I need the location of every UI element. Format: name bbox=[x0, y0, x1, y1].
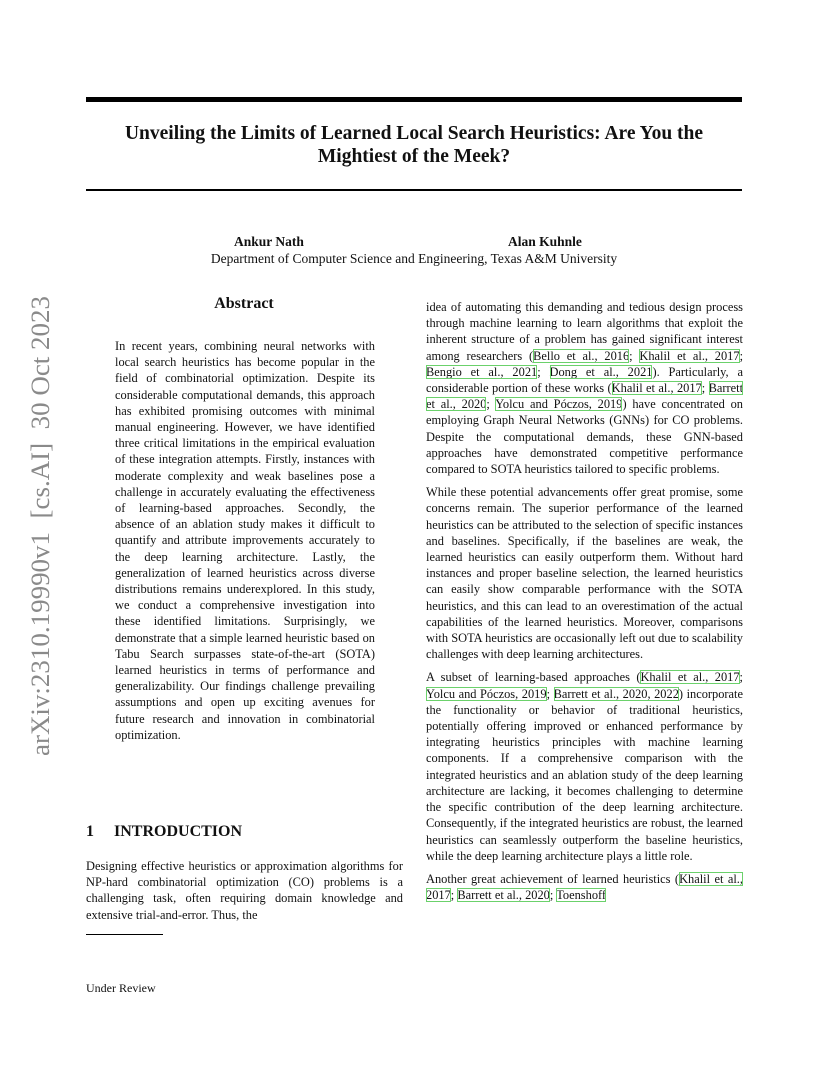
citation-link[interactable]: Barrett et al., 2020 bbox=[457, 888, 550, 903]
section-title: INTRODUCTION bbox=[114, 823, 243, 840]
title-top-rule bbox=[86, 97, 742, 102]
text: ; bbox=[701, 381, 709, 396]
text: ). Particularly, a considerable portion of these works ( bbox=[426, 364, 743, 396]
author-name: Ankur Nath bbox=[234, 234, 304, 249]
paragraph: While these potential advancements offer great promise, some concerns remain. The superior performance of the learned heuristics can be attributed to the selection of specific instances and baselines. Specifically, if the baselines are weak, the learned heuristics can easily outperform them. Without hard instances and proper baseline selection, the learned heuristics can easily show comparable performance with the SOTA heuristics, and this can lead to an overestimation of the actual capabilities of the learned heuristics. Moreover, comparisons with SOTA heuristics are occasionally left out due to scalability challenges with deep learning architectures. bbox=[426, 485, 743, 662]
text: ; bbox=[486, 397, 496, 412]
right-column bbox=[426, 299, 743, 910]
citation-link[interactable]: Barrett et al., 2020 bbox=[426, 381, 744, 412]
text: Another great achievement of learned heuristics ( bbox=[426, 871, 680, 886]
text: ; bbox=[450, 888, 458, 903]
text: ; bbox=[537, 364, 550, 379]
citation-link[interactable]: Toenshoff bbox=[556, 888, 607, 903]
citation-link[interactable]: Barrett et al., 2020, 2022 bbox=[553, 686, 679, 701]
text: A subset of learning-based approaches ( bbox=[426, 670, 641, 685]
arxiv-identifier-text: arXiv:2310.19990v1 [cs.AI] 30 Oct 2023 bbox=[26, 312, 55, 756]
text: ) have concentrated on employing Graph Neural Networks (GNNs) for CO problems. Despite the computational demands, these GNN-based approaches have demonstrated competitive performance compared to SOTA heuristics tailored to specific problems. bbox=[426, 397, 743, 477]
arxiv-identifier bbox=[18, 296, 58, 758]
citation-link[interactable]: Yolcu and Póczos, 2019 bbox=[426, 686, 547, 701]
paragraph bbox=[426, 871, 743, 903]
author-name: Alan Kuhnle bbox=[508, 234, 582, 249]
section-heading bbox=[86, 823, 242, 841]
paragraph bbox=[426, 299, 743, 477]
paragraph bbox=[426, 669, 743, 863]
text: idea of automating this demanding and tedious design process through machine learning to learn algorithms that exploit the inherent structure of a problem has gained significant interest among researchers ( bbox=[426, 300, 743, 363]
citation-link[interactable]: Bengio et al., 2021 bbox=[426, 364, 538, 379]
text: ; bbox=[549, 888, 557, 903]
paper-title: Unveiling the Limits of Learned Local Search Heuristics: Are You the Mightiest of the Meek? bbox=[124, 123, 704, 167]
citation-link[interactable]: Khalil et al., 2017 bbox=[639, 348, 740, 363]
text: ; bbox=[629, 348, 640, 363]
text: ; bbox=[546, 686, 554, 701]
title-bottom-rule bbox=[86, 189, 742, 191]
footnote-rule bbox=[86, 934, 163, 935]
citation-link[interactable]: Khalil et al., 2017 bbox=[426, 871, 744, 903]
citation-link[interactable]: Khalil et al., 2017 bbox=[611, 381, 702, 396]
text: ; bbox=[739, 670, 743, 685]
citation-link[interactable]: Yolcu and Póczos, 2019 bbox=[495, 397, 623, 412]
citation-link[interactable]: Bello et al., 2016 bbox=[533, 348, 630, 363]
intro-paragraph: Designing effective heuristics or approximation algorithms for NP-hard combinatorial optimization (CO) problems is a challenging task, often requiring domain knowledge and extensive trial-and-error. Thus, the bbox=[86, 859, 403, 922]
footer-note: Under Review bbox=[86, 981, 156, 995]
section-number: 1 bbox=[86, 823, 94, 840]
affiliation: Department of Computer Science and Engineering, Texas A&M University bbox=[210, 251, 618, 266]
abstract-heading: Abstract bbox=[214, 295, 274, 312]
citation-link[interactable]: Khalil et al., 2017 bbox=[640, 670, 740, 685]
abstract-text: In recent years, combining neural networks with local search heuristics has become popular in the field of combinatorial optimization. Despite its considerable computational demands, this approach has exhibited promising outcomes with minimal manual engineering. However, we have identified three critical limitations in the empirical evaluation of these integration attempts. Firstly, instances with moderate complexity and weak baselines pose a challenge in accurately evaluating the effectiveness of learning-based approaches. Secondly, the absence of an ablation study makes it difficult to quantify and attribute improvements accurately to the deep learning architecture. Lastly, the generalization of learned heuristics across diverse distributions remains underexplored. In this study, we conduct a comprehensive investigation into these identified limitations. Surprisingly, we demonstrate that a simple learned heuristic based on Tabu Search surpasses state-of-the-art (SOTA) learned heuristics in terms of performance and generalizability. Our findings challenge prevailing assumptions and open up exciting avenues for future research and innovation in combinatorial optimization. bbox=[115, 339, 375, 742]
text: ) incorporate the functionality or behavior of traditional heuristics, potentially offering improved or enhanced performance by integrating heuristics principles with machine learning components. If a comprehensive comparison with the integrated heuristics and an ablation study of the deep learning architecture are lacking, it becomes challenging to determine the specific contribution of the deep learning architecture. Consequently, if the integrated heuristics are robust, the learned heuristics can seamlessly outperform the baseline heuristics, while the deep learning architecture plays a little role. bbox=[426, 686, 743, 863]
citation-link[interactable]: Dong et al., 2021 bbox=[549, 364, 653, 379]
text: ; bbox=[739, 348, 744, 363]
